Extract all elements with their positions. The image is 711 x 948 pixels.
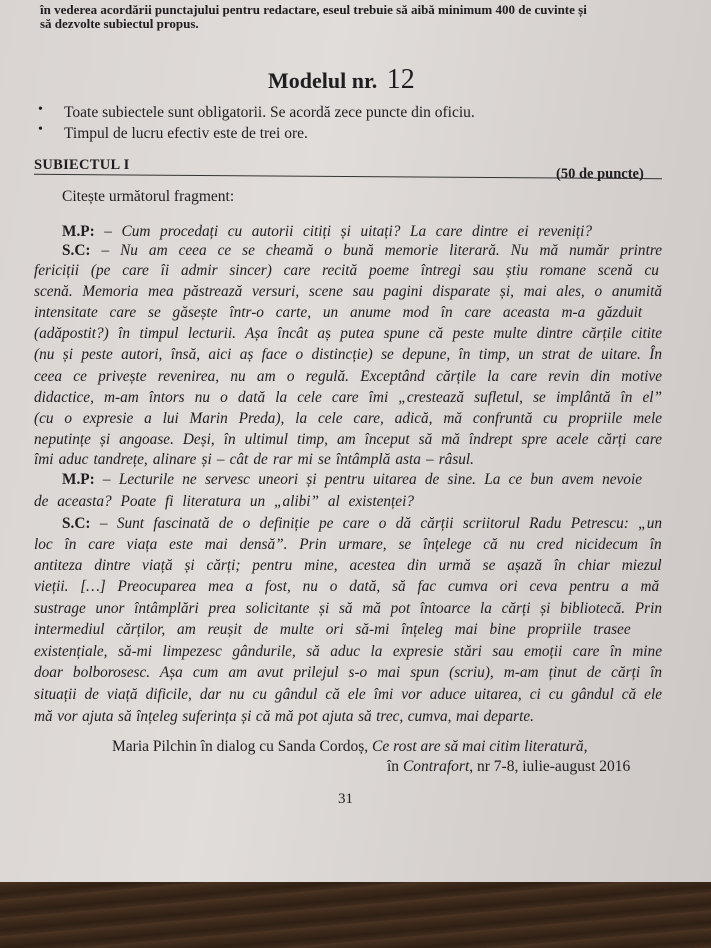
fragment-line: [34, 431, 662, 449]
section-points: (50 de puncte): [556, 166, 644, 182]
rule-1: Toate subiectele sunt obligatorii. Se acordă zece puncte din oficiu.: [64, 104, 475, 121]
fragment-line: [34, 708, 534, 726]
fragment-line: [34, 283, 662, 301]
speaker-label: M.P:: [62, 223, 95, 240]
line-text: vieții. […] Preocuparea mea a fost, nu o dată, să fac cumva ori ceva pentru a mă: [34, 578, 660, 595]
wooden-desk: [0, 882, 711, 948]
line-text: sustrage unor întâmplări prea solicitante și să mă pot întoarce la cărți și bibliotecă. Prin: [34, 600, 662, 617]
line-text: ceea ce privește revenirea, nu am o regulă. Exceptând cărțile la care revin din motive: [34, 368, 662, 385]
line-text: doar bolborosesc. Așa cum am avut prilejul s-o mai spun (scriu), m-am ținut de cărți în: [34, 664, 662, 681]
line-text: îmi aduc tandrețe, alinare și – cât de rar mi se întâmplă asta – râsul.: [34, 451, 474, 468]
page-number: 31: [338, 791, 353, 807]
header-note-line2: să dezvolte subiectul propus.: [40, 16, 199, 31]
speaker-label: M.P:: [62, 471, 95, 488]
line-text: – Nu am ceea ce se cheamă o bună memorie literară. Nu mă număr printre: [90, 242, 662, 259]
fragment-line: [34, 493, 414, 511]
fragment-line: [34, 686, 662, 704]
source-journal: Contrafort: [402, 758, 470, 775]
line-text: loc în care viața este mai densă”. Prin urmare, se înțelege că nu cred nicidecum în: [34, 536, 662, 553]
fragment-line: [62, 223, 592, 241]
fragment-line: [62, 515, 662, 533]
fragment-line: [34, 557, 662, 575]
source-issue: , nr 7-8, iulie-august 2016: [469, 758, 631, 775]
speaker-label: S.C:: [62, 242, 91, 259]
fragment-line: [34, 262, 659, 280]
line-text: (adăpostit?) în timpul lecturii. Așa încât aș putea spune că peste multe dintre cărțile citite: [34, 325, 662, 342]
line-text: scenă. Memoria mea păstrează versuri, scene sau pagini disparate și, mai ales, o anumită: [34, 283, 662, 300]
bullet-icon: •: [38, 122, 43, 137]
line-text: de aceasta? Poate fi literatura un „alibi” al existenței?: [34, 493, 414, 510]
fragment-line: [34, 410, 662, 428]
source-authors: Maria Pilchin în dialog cu Sanda Cordoș,: [112, 738, 373, 755]
fragment-line: [34, 664, 662, 682]
header-note-line1: în vederea acordării punctajului pentru redactare, eseul trebuie să aibă minimum 400 de cuvinte și: [40, 2, 587, 17]
fragment-line: [34, 389, 662, 407]
line-text: – Lecturile ne servesc uneori și pentru uitarea de sine. La ce bun avem nevoie: [94, 471, 642, 488]
fragment-line: [62, 242, 662, 260]
line-text: intensitate care se găsește într-o carte, un anume mod în care aceasta m-a găzduit: [34, 304, 643, 321]
source-in: în: [387, 758, 403, 775]
fragment-line: [62, 471, 642, 489]
rule-2: Timpul de lucru efectiv este de trei ore.: [64, 125, 308, 142]
model-number: 12: [386, 64, 415, 95]
model-title-text: Modelul nr.: [268, 68, 378, 93]
line-text: mă vor ajuta să înțeleg suferința și că mă pot ajuta să trec, cumva, mai departe.: [34, 708, 534, 725]
bullet-icon: •: [38, 102, 43, 117]
instruction: Citește următorul fragment:: [62, 188, 235, 205]
line-text: existențiale, să-mi limpezesc gândurile, să aduc la expresie stări sau emoții care în mine: [34, 643, 662, 660]
fragment-line: [34, 578, 659, 596]
speaker-label: S.C:: [62, 515, 91, 532]
line-text: didactice, m-am întors nu o dată la cele care îmi „crestează sufletul, se implântă în el”: [34, 389, 662, 406]
fragment-line: [34, 346, 662, 364]
source-article-title: Ce rost are să mai citim literatură,: [372, 738, 588, 755]
line-text: – Sunt fascinată de o definiție pe care o dă cărții scriitorul Radu Petrescu: „un: [90, 515, 662, 532]
line-text: situații de viață dificile, dar nu cu gândul că ele îmi vor aduce uitarea, ci cu gândul că ele: [34, 686, 662, 703]
source-line-1: [112, 738, 587, 756]
fragment-line: [34, 600, 662, 618]
line-text: (nu și peste autori, însă, aici aș face o distincție) se depune, în timp, un strat de uitare. În: [34, 346, 662, 363]
line-text: (cu o expresie a lui Marin Preda), la cele care, adică, mă confruntă cu propriile mele: [34, 410, 662, 427]
fragment-line: [34, 368, 662, 386]
line-text: – Cum procedați cu autorii citiți și uitați? La care dintre ei reveniți?: [94, 223, 592, 240]
line-text: fericiții (pe care îi admir sincer) care recită poeme întregi sau știu romane scenă cu: [34, 262, 659, 279]
fragment-line: [34, 451, 474, 469]
line-text: neputințe și angoase. Deși, în ultimul timp, am început să mă îndrept spre acele cărți care: [34, 431, 662, 448]
line-text: intermediul cărților, am reușit de multe ori să-mi înțeleg mai bine propriile trasee: [34, 621, 631, 638]
fragment-line: [34, 325, 662, 343]
source-line-2: [387, 758, 630, 776]
fragment-line: [34, 304, 642, 322]
fragment-line: [34, 536, 662, 554]
fragment-line: [34, 621, 631, 639]
line-text: antiteza dintre viață și cărți; pentru mine, acestea din urmă se așază în chiar miezul: [34, 557, 662, 574]
fragment-line: [34, 643, 662, 661]
model-title: [268, 64, 415, 96]
section-title: SUBIECTUL I: [34, 157, 130, 173]
